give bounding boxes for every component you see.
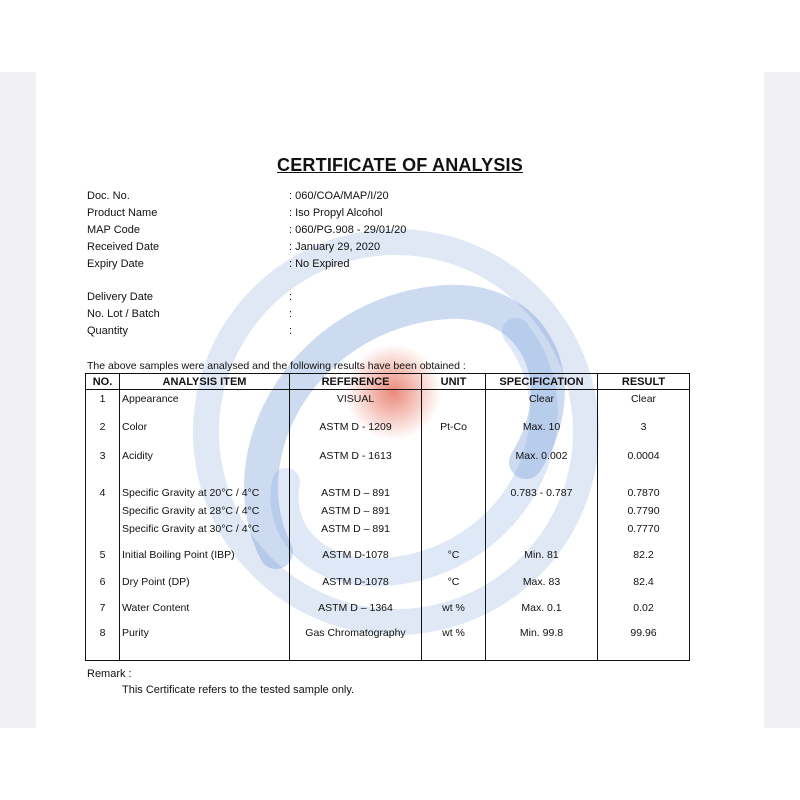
header-no: NO.	[86, 374, 120, 390]
field-label-map-code: MAP Code	[87, 224, 140, 236]
reference: ASTM D – 1364	[318, 601, 393, 614]
analysis-item: Color	[122, 420, 148, 433]
specification: Clear	[528, 393, 555, 405]
table-row	[86, 599, 690, 624]
specification: Min. 81	[524, 548, 559, 561]
unit	[424, 447, 483, 465]
unit: wt %	[442, 601, 465, 614]
field-value-doc-no: : 060/COA/MAP/I/20	[289, 190, 389, 202]
header-unit: UNIT	[422, 374, 486, 390]
row-no: 6	[99, 575, 106, 588]
field-value-delivery-date: :	[289, 291, 293, 303]
results-intro-text: The above samples were analysed and the following results have been obtained :	[87, 360, 466, 372]
result: 3	[640, 420, 647, 433]
result: 82.2	[633, 548, 654, 561]
table-row	[86, 447, 690, 484]
unit: °C	[447, 575, 460, 588]
unit: wt %	[442, 626, 465, 639]
header-result: RESULT	[598, 374, 690, 390]
field-label-doc-no: Doc. No.	[87, 190, 130, 202]
field-label-lot-batch: No. Lot / Batch	[87, 308, 160, 320]
reference: ASTM D – 891	[321, 486, 390, 499]
row-no: 8	[99, 626, 106, 639]
row-no: 5	[99, 548, 106, 561]
field-label-delivery-date: Delivery Date	[87, 291, 154, 303]
analysis-item: Water Content	[122, 601, 190, 614]
table-header-row	[86, 374, 690, 390]
analysis-item: Specific Gravity at 20°C / 4°C	[122, 486, 260, 499]
analysis-item: Dry Point (DP)	[122, 575, 190, 588]
reference: ASTM D-1078	[322, 575, 389, 588]
table-row	[86, 624, 690, 661]
document-page[interactable]	[36, 72, 764, 728]
header-specification: SPECIFICATION	[486, 374, 598, 390]
unit	[424, 484, 483, 502]
reference: ASTM D-1078	[322, 548, 389, 561]
table-row	[86, 546, 690, 573]
reference: ASTM D - 1209	[319, 420, 392, 433]
row-no: 1	[99, 393, 106, 405]
field-label-quantity: Quantity	[87, 325, 128, 337]
analysis-item: Initial Boiling Point (IBP)	[122, 548, 235, 561]
analysis-item: Specific Gravity at 30°C / 4°C	[122, 522, 260, 535]
unit: Pt-Co	[440, 420, 467, 433]
analysis-item: Appearance	[122, 393, 179, 405]
reference: ASTM D – 891	[321, 504, 390, 517]
result: Clear	[630, 393, 657, 405]
table-row	[86, 390, 690, 418]
reference: ASTM D - 1613	[319, 449, 392, 462]
specification: Max. 0.002	[515, 449, 568, 462]
specification: Min. 99.8	[519, 626, 564, 639]
unit	[424, 390, 483, 408]
header-analysis-item: ANALYSIS ITEM	[120, 374, 290, 390]
field-label-product-name: Product Name	[87, 207, 158, 219]
specification: Max. 83	[522, 575, 561, 588]
field-label-expiry-date: Expiry Date	[87, 258, 144, 270]
reference: Gas Chromatography	[305, 626, 406, 639]
analysis-item: Purity	[122, 626, 149, 639]
result: 0.0004	[627, 449, 660, 462]
field-value-lot-batch: :	[289, 308, 293, 320]
result: 82.4	[633, 575, 654, 588]
document-title: CERTIFICATE OF ANALYSIS	[277, 155, 523, 175]
result: 0.7870	[627, 486, 660, 499]
specification: Max. 10	[522, 420, 561, 433]
field-value-expiry-date: : No Expired	[289, 258, 350, 270]
analysis-item: Specific Gravity at 28°C / 4°C	[122, 504, 260, 517]
row-no: 7	[99, 601, 106, 614]
result: 0.02	[633, 601, 654, 614]
reference: ASTM D – 891	[321, 522, 390, 535]
row-no: 2	[99, 420, 106, 433]
field-value-quantity: :	[289, 325, 293, 337]
table-row	[86, 418, 690, 447]
field-label-received-date: Received Date	[87, 241, 160, 253]
field-value-received-date: : January 29, 2020	[289, 241, 381, 253]
row-no: 4	[99, 486, 106, 499]
analysis-results-table	[85, 373, 690, 661]
specification: Max. 0.1	[521, 601, 562, 614]
field-value-product-name: : Iso Propyl Alcohol	[289, 207, 383, 219]
result: 99.96	[630, 626, 657, 639]
table-row	[86, 573, 690, 599]
remark-text: This Certificate refers to the tested sample only.	[122, 684, 355, 696]
remark-label: Remark :	[87, 668, 132, 680]
field-value-map-code: : 060/PG.908 - 29/01/20	[289, 224, 407, 236]
table-row	[86, 484, 690, 546]
header-reference: REFERENCE	[290, 374, 422, 390]
reference: VISUAL	[336, 393, 375, 405]
result: 0.7790	[627, 504, 660, 517]
specification: 0.783 - 0.787	[510, 486, 573, 499]
row-no: 3	[99, 449, 106, 462]
analysis-item: Acidity	[122, 449, 153, 462]
result: 0.7770	[627, 522, 660, 535]
unit: °C	[447, 548, 460, 561]
